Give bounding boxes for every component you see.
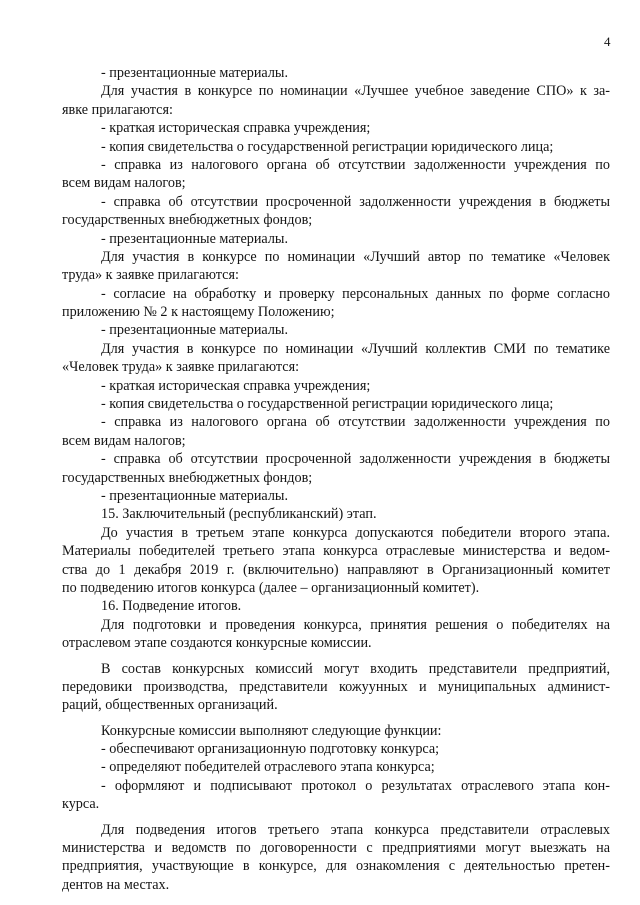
text-line: всем видам налогов;	[62, 175, 186, 192]
text-line: ства до 1 декабря 2019 г. (включительно) направляют в Организационный комитет	[62, 561, 610, 578]
text-line: Для подведения итогов третьего этапа конкурса представители отраслевых	[101, 821, 610, 838]
text-line: «Человек труда» к заявке прилагаются:	[62, 359, 300, 376]
document-body	[62, 64, 610, 894]
text-line: отраслевом этапе создаются конкурсные комиссии.	[62, 635, 372, 652]
text-line: - справка из налогового органа об отсутствии задолженности учреждения по	[101, 414, 610, 431]
text-line: - определяют победителей отраслевого этапа конкурса;	[101, 759, 435, 776]
text-line: Для участия в конкурсе по номинации «Лучшее учебное заведение СПО» к за-	[101, 83, 610, 100]
text-line: - копия свидетельства о государственной регистрации юридического лица;	[101, 396, 554, 413]
text-line: - обеспечивают организационную подготовку конкурса;	[101, 741, 440, 758]
text-line: - оформляют и подписывают протокол о результатах отраслевого этапа кон-	[101, 777, 610, 794]
text-line: 16. Подведение итогов.	[101, 598, 242, 615]
text-line: - краткая историческая справка учреждения;	[101, 120, 371, 137]
text-line: - презентационные материалы.	[101, 65, 289, 81]
text-line: - краткая историческая справка учреждения;	[101, 377, 371, 394]
page-number: 4	[604, 34, 611, 49]
text-line: - справка об отсутствии просроченной задолженности учреждения в бюджеты	[101, 451, 610, 468]
text-line: раций, общественных организаций.	[62, 697, 278, 714]
text-line: приложению № 2 к настоящему Положению;	[62, 304, 335, 321]
text-line: передовики производства, представители кожуунных и муниципальных админист-	[62, 678, 610, 695]
text-line: Для участия в конкурсе по номинации «Лучший коллектив СМИ по тематике	[101, 340, 610, 357]
text-line: - согласие на обработку и проверку персональных данных по форме согласно	[101, 285, 610, 302]
text-line: государственных внебюджетных фондов;	[62, 469, 313, 486]
text-line: Материалы победителей третьего этапа конкурса отраслевые министерства и ведом-	[62, 543, 610, 560]
text-line: труда» к заявке прилагаются:	[62, 267, 239, 284]
text-line: министерства и ведомств по договоренности с предприятиями могут выезжать на	[62, 840, 610, 857]
text-line: явке прилагаются:	[62, 101, 173, 118]
text-line: 15. Заключительный (республиканский) этап.	[101, 506, 377, 523]
text-line: государственных внебюджетных фондов;	[62, 212, 313, 229]
text-line: дентов на местах.	[62, 876, 170, 893]
text-line: Для участия в конкурсе по номинации «Лучший автор по тематике «Человек	[101, 248, 610, 265]
text-line: До участия в третьем этапе конкурса допускаются победители второго этапа.	[101, 524, 610, 541]
text-line: Конкурсные комиссии выполняют следующие функции:	[101, 722, 442, 739]
text-line: всем видам налогов;	[62, 432, 186, 449]
text-line: - справка из налогового органа об отсутствии задолженности учреждения по	[101, 156, 610, 173]
text-line: - презентационные материалы.	[101, 487, 289, 504]
text-line: - копия свидетельства о государственной регистрации юридического лица;	[101, 138, 554, 155]
text-line: Для подготовки и проведения конкурса, принятия решения о победителях на	[101, 616, 610, 633]
text-line: - справка об отсутствии просроченной задолженности учреждения в бюджеты	[101, 193, 610, 210]
text-line: курса.	[62, 796, 100, 813]
text-line: предприятия, участвующие в конкурсе, для ознакомления с деятельностью претен-	[62, 858, 610, 875]
text-line: - презентационные материалы.	[101, 322, 289, 339]
text-line: - презентационные материалы.	[101, 230, 289, 247]
text-line: В состав конкурсных комиссий могут входить представители предприятий,	[101, 660, 610, 677]
text-line: по подведению итогов конкурса (далее – организационный комитет).	[62, 579, 480, 596]
